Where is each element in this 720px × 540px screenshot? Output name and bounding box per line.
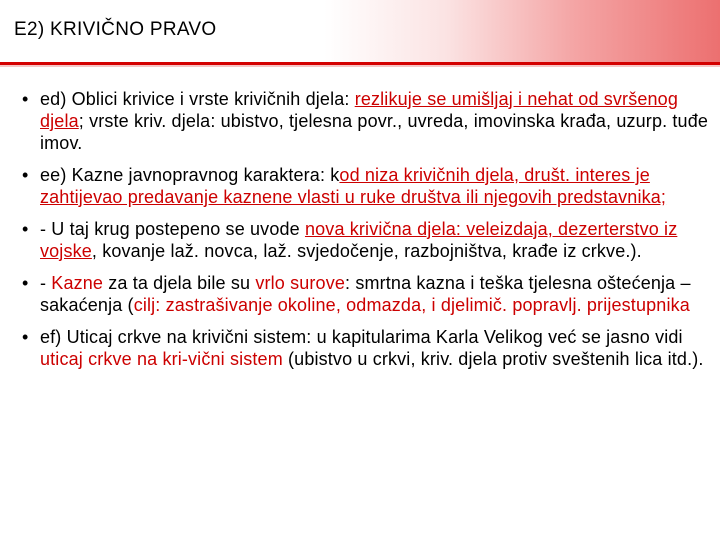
bullet-4-part-3: za ta djela bile su [103, 273, 256, 293]
slide-title: E2) KRIVIČNO PRAVO [14, 19, 217, 40]
bullet-3-part-3: , kovanje laž. novca, laž. svjedočenje, razbojništva, krađe iz crkve.). [91, 241, 642, 261]
bullet-1-part-3: ; vrste kriv. djela: ubistvo, tjelesna povr., uvreda, imovinska krađa, uzurp. tuđe imov. [40, 111, 709, 153]
bullet-item-2 [22, 164, 712, 208]
bullet-item-4 [22, 272, 712, 316]
bullet-dot-icon: • [22, 219, 29, 239]
bullet-item-5 [22, 326, 712, 370]
bullet-1-part-2: rezlikuje se umišljaj i nehat od svršenog djela [40, 89, 678, 131]
slide-header [0, 0, 720, 62]
bullet-2-part-3: št. interes je zahtijevao predavanje kaznene vlasti u ruke društva ili njegovih predstavnika; [40, 165, 667, 207]
bullet-5-part-1: ef) Uticaj crkve na krivični sistem: u kapitularima Karla Velikog već se jasno vidi [40, 327, 683, 347]
bullet-1-part-1: ed) Oblici krivice i vrste krivičnih djela: [40, 89, 355, 109]
bullet-dot-icon: • [22, 165, 29, 185]
bullet-4-part-6: cilj: zastrašivanje okoline, odmazda, i djelimič. popravlj. prijestupnika [133, 295, 690, 315]
bullet-dot-icon: • [22, 327, 29, 347]
bullet-dot-icon: • [22, 89, 29, 109]
bullet-4-part-5: : smrtna kazna i teška tjelesna oštećenja – sakaćenja ( [40, 273, 691, 315]
bullet-4-part-4: vrlo surove [255, 273, 346, 293]
bullet-4-part-1: - [40, 273, 52, 293]
bullet-5-part-2: uticaj crkve na kri-vični sistem [40, 349, 283, 369]
bullet-3-part-1: - U taj krug postepeno se uvode [40, 219, 305, 239]
bullet-4-part-2: Kazne [51, 273, 104, 293]
bullet-item-1 [22, 88, 712, 154]
bullet-3-part-2: nova krivična djela: veleizdaja, dezerterstvo iz vojske [40, 219, 678, 261]
bullet-item-3 [22, 218, 712, 262]
header-divider-shadow [0, 65, 720, 67]
bullet-5-part-3: (ubistvo u crkvi, kriv. djela protiv sveštenih lica itd.). [282, 349, 704, 369]
bullet-dot-icon: • [22, 273, 29, 293]
bullet-2-part-1: ee) Kazne javnopravnog karaktera: k [40, 165, 340, 185]
bullet-2-part-2: od niza krivičnih djela, dru [339, 165, 551, 185]
bullet-list [22, 88, 712, 380]
